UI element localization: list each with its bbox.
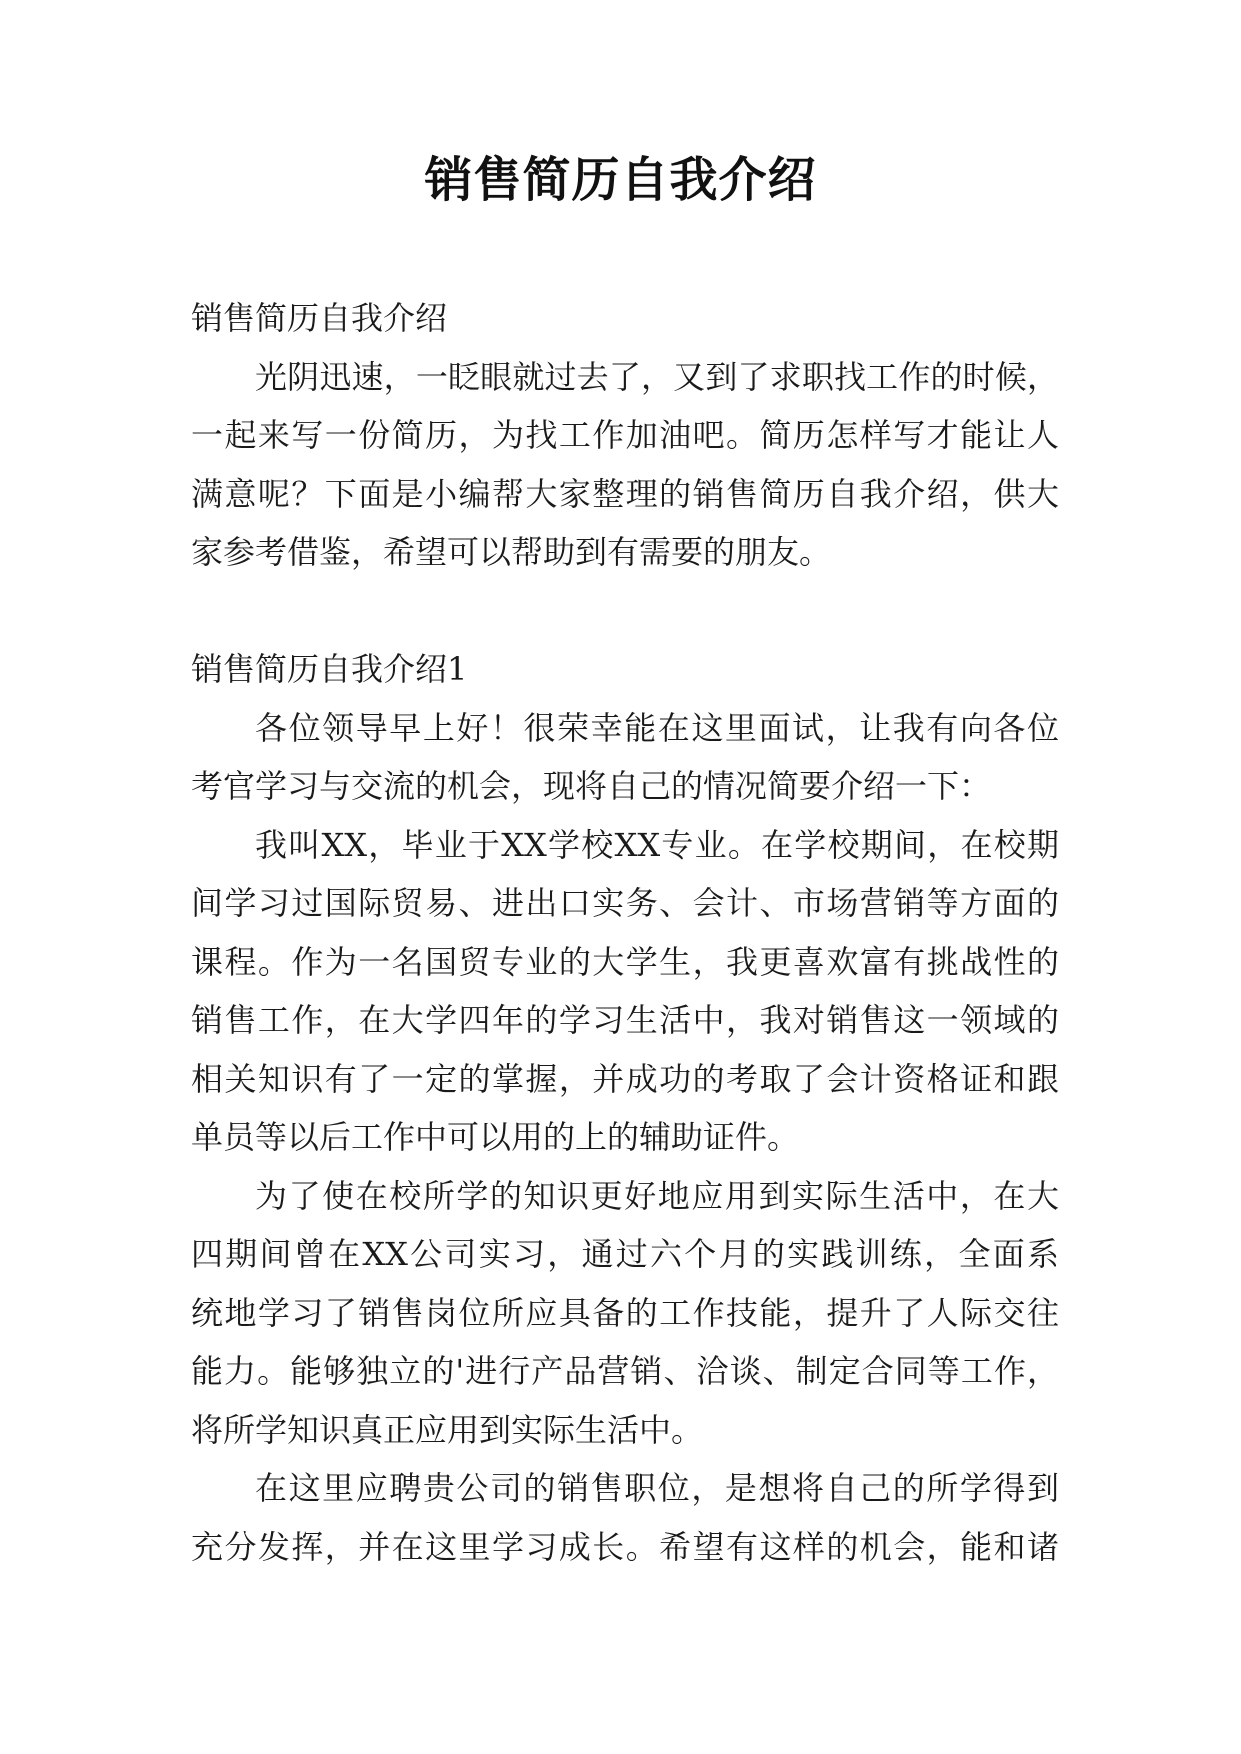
paragraph-line: 在这里应聘贵公司的销售职位，是想将自己的所学得到	[255, 1469, 1059, 1507]
paragraph-internship	[191, 1167, 1059, 1460]
paragraph-application	[191, 1459, 1059, 1576]
document-body	[191, 289, 1059, 1576]
paragraph-line: 销售工作，在大学四年的学习生活中，我对销售这一领域的	[191, 1001, 1059, 1039]
paragraph-line: 我叫XX，毕业于XX学校XX专业。在学校期间，在校期	[255, 825, 1059, 864]
paragraph-line: 单员等以后工作中可以用的上的辅助证件。	[191, 1118, 800, 1156]
paragraph-line: 课程。作为一名国贸专业的大学生，我更喜欢富有挑战性的	[191, 942, 1059, 981]
paragraph-line: 满意呢？下面是小编帮大家整理的销售简历自我介绍，供大	[191, 474, 1059, 513]
section-heading-intro: 销售简历自我介绍	[191, 299, 448, 337]
blank-line	[191, 582, 1059, 641]
paragraph-line: 各位领导早上好！很荣幸能在这里面试，让我有向各位	[255, 708, 1059, 747]
paragraph-line: 统地学习了销售岗位所应具备的工作技能，提升了人际交往	[191, 1293, 1059, 1332]
paragraph-line: 考官学习与交流的机会，现将自己的情况简要介绍一下：	[191, 767, 992, 805]
paragraph-line: 相关知识有了一定的掌握，并成功的考取了会计资格证和跟	[191, 1059, 1059, 1098]
paragraph-line: 光阴迅速，一眨眼就过去了，又到了求职找工作的时候，	[255, 357, 1059, 396]
paragraph-intro	[191, 348, 1059, 582]
paragraph-line: 一起来写一份简历，为找工作加油吧。简历怎样写才能让人	[191, 416, 1059, 454]
paragraph-line: 能力。能够独立的'进行产品营销、洽谈、制定合同等工作，	[191, 1352, 1059, 1390]
paragraph-line: 间学习过国际贸易、进出口实务、会计、市场营销等方面的	[191, 884, 1059, 922]
paragraph-greeting	[191, 699, 1059, 816]
paragraph-line: 充分发挥，并在这里学习成长。希望有这样的机会，能和诸	[191, 1527, 1059, 1566]
paragraph-line: 家参考借鉴，希望可以帮助到有需要的朋友。	[191, 533, 832, 571]
paragraph-line: 为了使在校所学的知识更好地应用到实际生活中，在大	[255, 1176, 1059, 1215]
section-heading-1: 销售简历自我介绍1	[191, 650, 468, 688]
paragraph-education	[191, 816, 1059, 1167]
document-title: 销售简历自我介绍	[424, 152, 817, 208]
paragraph-line: 四期间曾在XX公司实习，通过六个月的实践训练，全面系	[191, 1235, 1059, 1273]
paragraph-line: 将所学知识真正应用到实际生活中。	[191, 1410, 704, 1449]
